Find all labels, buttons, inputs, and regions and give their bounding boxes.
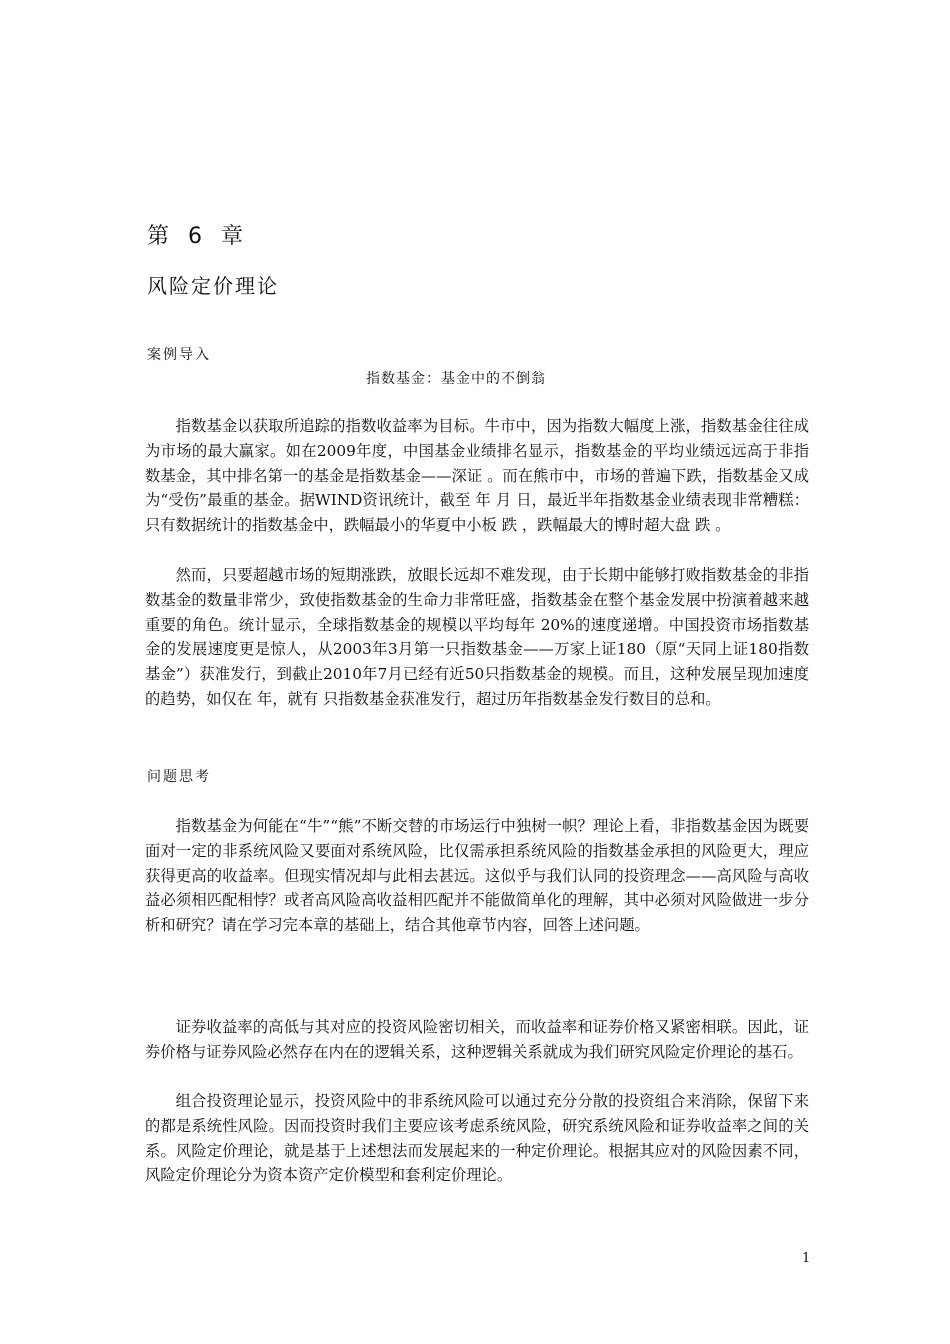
body-paragraph-1: 证券收益率的高低与其对应的投资风险密切相关，而收益率和证券价格又紧密相联。因此，证券价格与证券风险必然存在内在的逻辑关系，这种逻辑关系就成为我们研究风险定价理论的基石。: [145, 1018, 809, 1061]
case-paragraph-2: 然而，只要超越市场的短期涨跌，放眼长远却不难发现，由于长期中能够打败指数基金的非指数基金的数量非常少，致使指数基金的生命力非常旺盛，指数基金在整个基金发展中扮演着越来越重要的角色。统计显示，全球指数基金的规模以平均每年 20%的速度递增。中国投资市场指数基金的发展速度更是惊人，从2003年3月第一只指数基金——万家上证180（原“天同上证180指数基金”）获准发行，到截止2010年7月已经有近50只指数基金的规模。而且，这种发展呈现加速度的趋势，如仅在 年，就有 只指数基金获准发行，超过历年指数基金发行数目的总和。: [145, 566, 809, 708]
chapter-title: 风险定价理论: [147, 274, 279, 298]
body-paragraph-2: 组合投资理论显示，投资风险中的非系统风险可以通过充分分散的投资组合来消除，保留下来的都是系统性风险。因而投资时我们主要应该考虑系统风险，研究系统风险和证券收益率之间的关系。风险定价理论，就是基于上述想法而发展起来的一种定价理论。根据其应对的风险因素不同，风险定价理论分为资本资产定价模型和套利定价理论。: [145, 1092, 809, 1185]
case-paragraph-1: 指数基金以获取所追踪的指数收益率为目标。牛市中，因为指数大幅度上涨，指数基金往往成为市场的最大赢家。如在2009年度，中国基金业绩排名显示，指数基金的平均业绩远远高于非指数基金，其中排名第一的基金是指数基金——深证 。而在熊市中，市场的普遍下跌，指数基金又成为“受伤”最重的基金。据WIND资讯统计，截至 年 月 日，最近半年指数基金业绩表现非常糟糕： 只有数据统计的指数基金中，跌幅最小的华夏中小板 跌 ，跌幅最大的博时超大盘 跌 。: [145, 417, 809, 535]
page-number: 1: [802, 1251, 811, 1266]
case-title: 指数基金：基金中的不倒翁: [366, 371, 546, 387]
chapter-number: 第 6 章: [147, 224, 249, 249]
question-heading: 问题思考: [147, 769, 211, 785]
case-intro-heading: 案例导入: [147, 347, 211, 363]
question-paragraph: 指数基金为何能在“牛”“熊”不断交替的市场运行中独树一帜？理论上看，非指数基金因为既要面对一定的非系统风险又要面对系统风险，比仅需承担系统风险的指数基金承担的风险更大，理应获得更高的收益率。但现实情况却与此相去甚远。这似乎与我们认同的投资理念——高风险与高收益必须相匹配相悖？或者高风险高收益相匹配并不能做简单化的理解，其中必须对风险做进一步分析和研究？请在学习完本章的基础上，结合其他章节内容，回答上述问题。: [145, 817, 809, 935]
